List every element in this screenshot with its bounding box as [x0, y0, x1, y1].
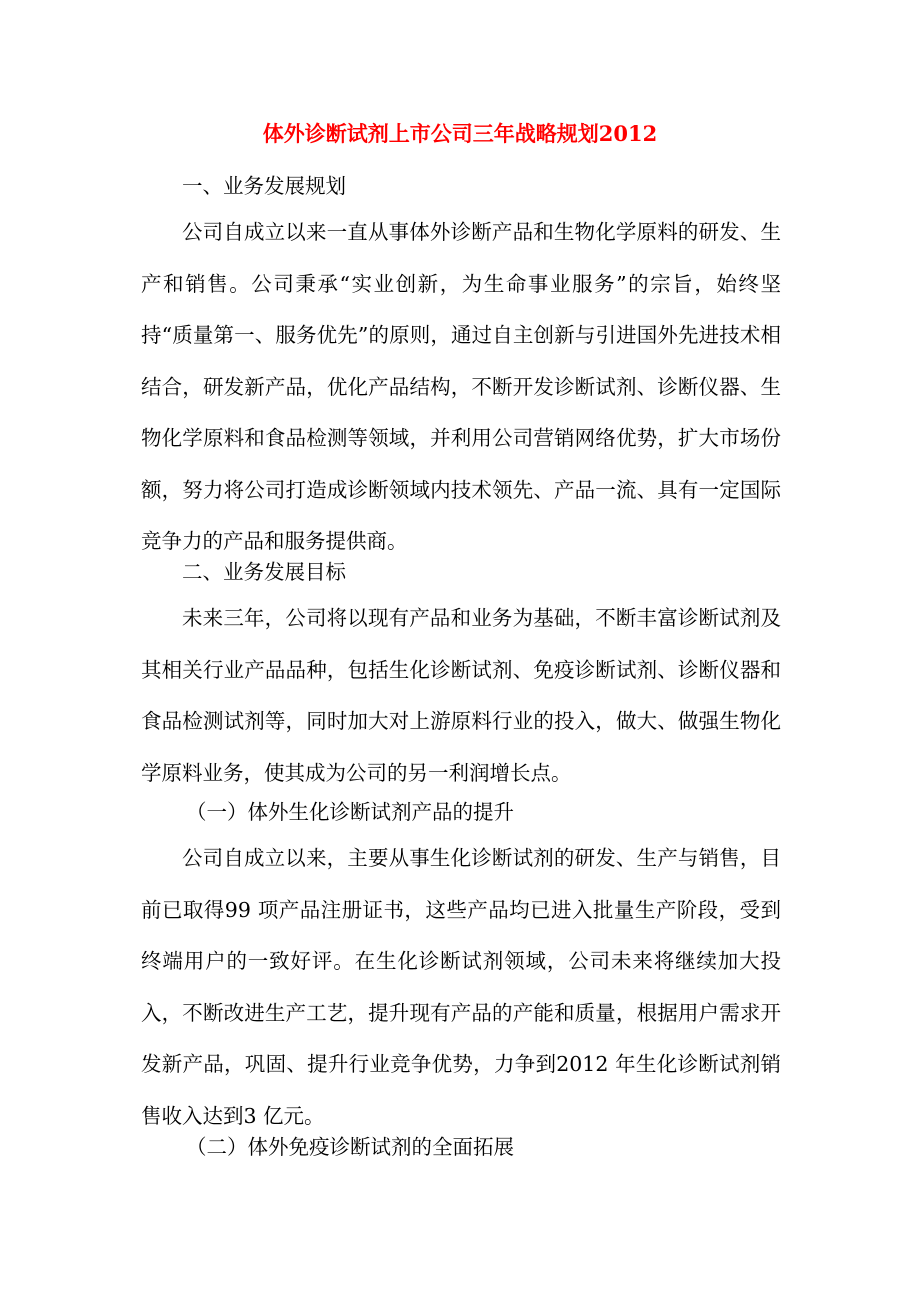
section-body-2 [141, 593, 781, 799]
section-heading-2: 二、业务发展目标 [182, 560, 346, 584]
subsection-heading-2: （二）体外免疫诊断试剂的全面拓展 [186, 1135, 514, 1159]
paragraph-3: 公司自成立以来，主要从事生化诊断试剂的研发、生产与销售，目前已取得99 项产品注册证书，这些产品均已进入批量生产阶段，受到终端用户的一致好评。在生化诊断试剂领域，公司未来将继续加大投入，不断改进生产工艺，提升现有产品的产能和质量，根据用户需求开发新产品，巩固、提升行业竞争优势，力争到2012 年生化诊断试剂销售收入达到3 亿元。 [141, 846, 781, 1128]
section-heading-1: 一、业务发展规划 [182, 174, 346, 198]
document-title: 体外诊断试剂上市公司三年战略规划2012 [262, 121, 658, 146]
paragraph-1: 公司自成立以来一直从事体外诊断产品和生物化学原料的研发、生产和销售。公司秉承“实业创新，为生命事业服务”的宗旨，始终坚持“质量第一、服务优先”的原则，通过自主创新与引进国外先进技术相结合，研发新产品，优化产品结构，不断开发诊断试剂、诊断仪器、生物化学原料和食品检测等领域，并利用公司营销网络优势，扩大市场份额，努力将公司打造成诊断领域内技术领先、产品一流、具有一定国际竞争力的产品和服务提供商。 [141, 220, 781, 553]
section-body-1 [141, 207, 781, 568]
subsection-heading-1: （一）体外生化诊断试剂产品的提升 [186, 800, 514, 824]
subsection-body-1 [141, 833, 781, 1142]
paragraph-2: 未来三年，公司将以现有产品和业务为基础，不断丰富诊断试剂及其相关行业产品品种，包括生化诊断试剂、免疫诊断试剂、诊断仪器和食品检测试剂等，同时加大对上游原料行业的投入，做大、做强生物化学原料业务，使其成为公司的另一利润增长点。 [141, 606, 781, 785]
